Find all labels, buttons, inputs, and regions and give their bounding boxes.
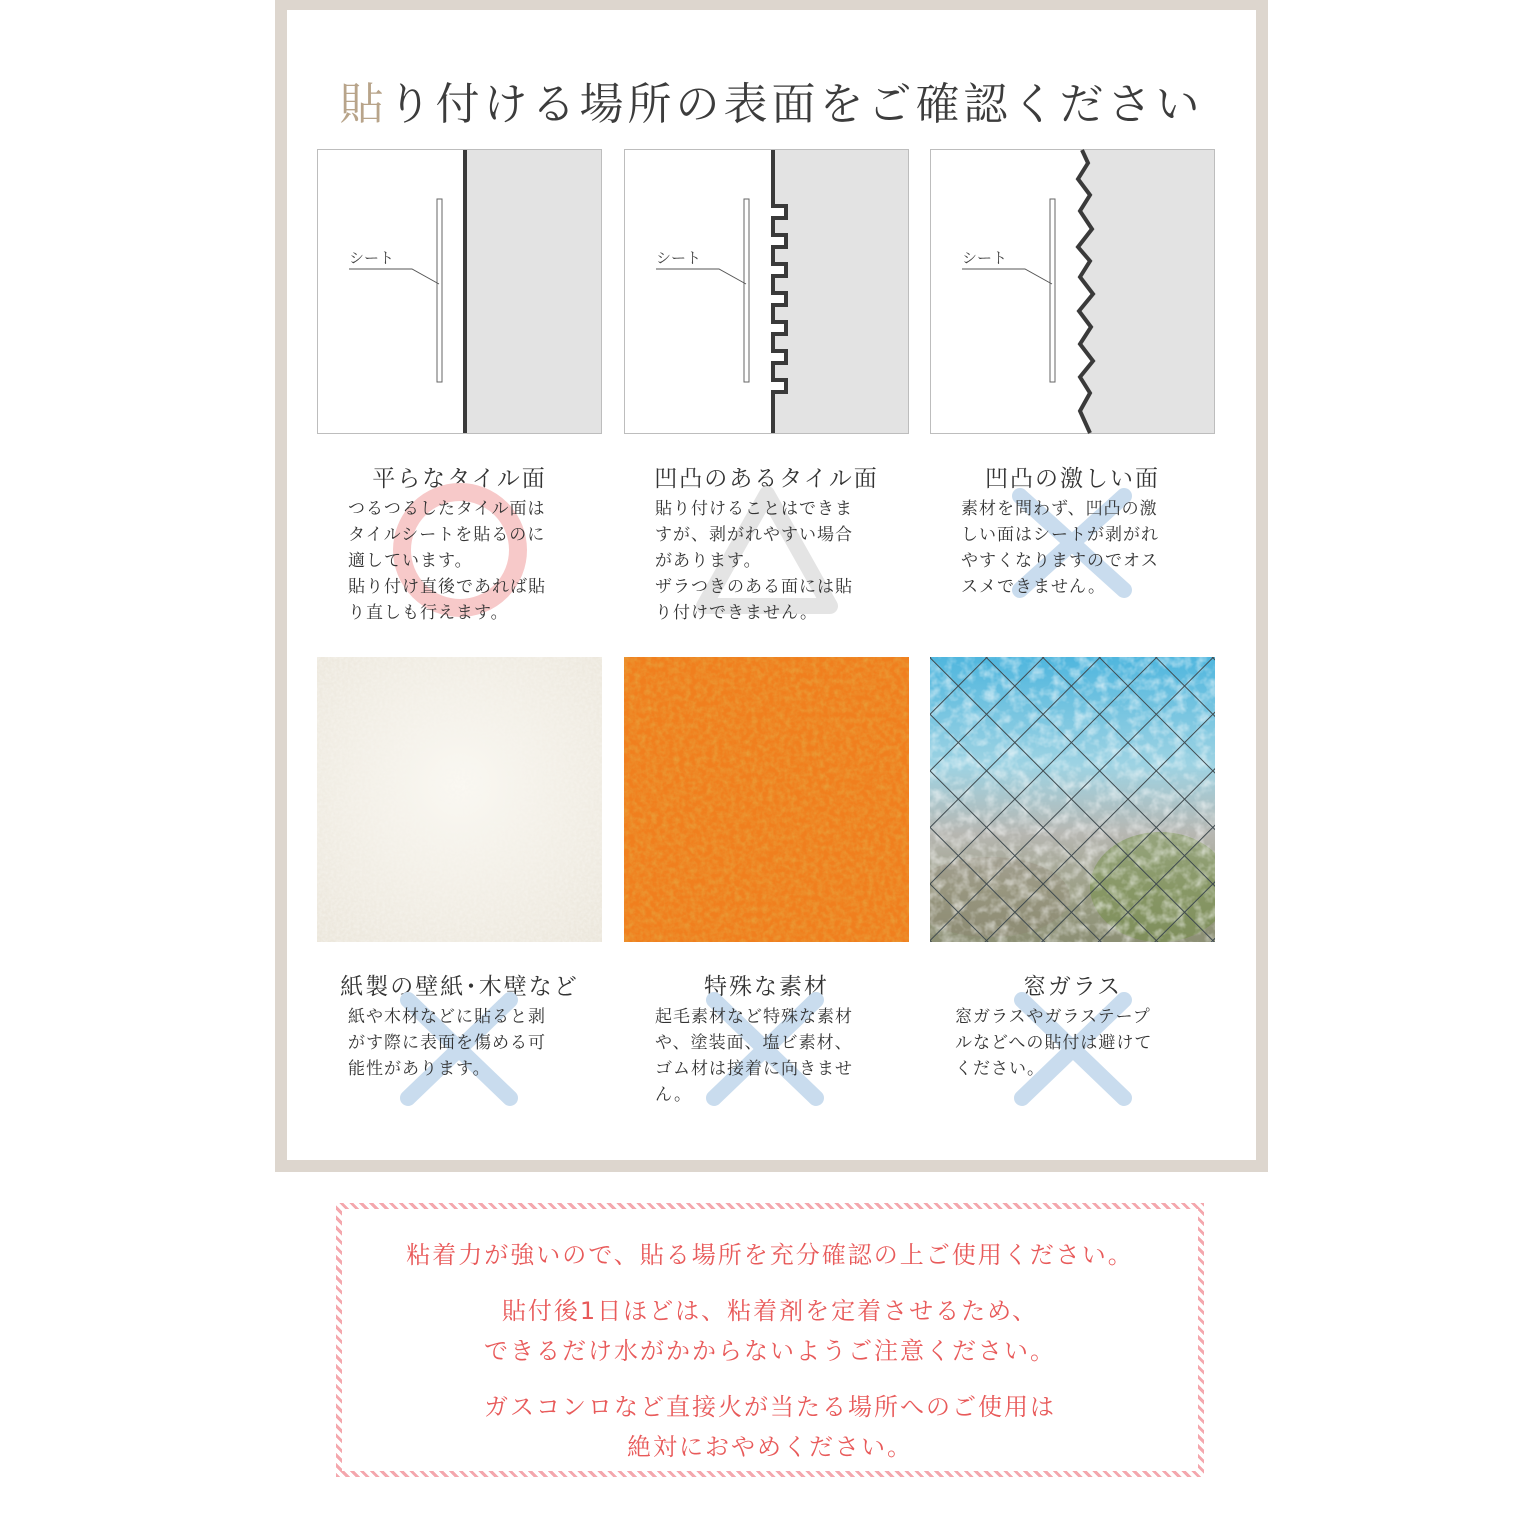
caption-flat-tile: 平らなタイル面 bbox=[372, 466, 547, 492]
desc-rough-surface: 素材を問わず、凹凸の激 しい面はシートが剥がれ やすくなりますのでオス スメできません。 bbox=[961, 499, 1159, 597]
uneven-tile-diagram bbox=[624, 149, 909, 434]
caution-line-fire: ガスコンロなど直接火が当たる場所へのご使用は 絶対におやめください。 bbox=[484, 1393, 1056, 1461]
title-accent: 貼 bbox=[339, 79, 388, 130]
window-glass-photo bbox=[930, 657, 1215, 942]
sheet-label: シート bbox=[962, 249, 1008, 267]
caution-notice bbox=[336, 1203, 1204, 1477]
desc-paper-wallpaper: 紙や木材などに貼ると剥 がす際に表面を傷める可 能性があります。 bbox=[348, 1007, 546, 1079]
sheet-label: シート bbox=[349, 249, 395, 267]
caption-uneven-tile: 凹凸のあるタイル面 bbox=[654, 466, 879, 492]
desc-flat-tile: つるつるしたタイル面は タイルシートを貼るのに 適しています。 貼り付け直後であれば貼 り直しも行えます。 bbox=[348, 499, 546, 623]
caution-notice-body bbox=[342, 1209, 1198, 1471]
caption-window-glass: 窓ガラス bbox=[1022, 974, 1123, 1000]
title-text: り付ける場所の表面をご確認ください bbox=[387, 79, 1204, 130]
carpet-material-photo bbox=[624, 657, 909, 942]
caption-rough-surface: 凹凸の激しい面 bbox=[985, 466, 1160, 492]
desc-uneven-tile: 貼り付けることはできま すが、剥がれやすい場合 があります。 ザラつきのある面には貼 り付けできません。 bbox=[655, 499, 853, 623]
caution-line-water: 貼付後1日ほどは、粘着剤を定着させるため、 できるだけ水がかからないようご注意ください。 bbox=[484, 1297, 1056, 1365]
caution-line-adhesion: 粘着力が強いので、貼る場所を充分確認の上ご使用ください。 bbox=[406, 1241, 1134, 1269]
page-title bbox=[287, 68, 1256, 132]
caption-special-material: 特殊な素材 bbox=[704, 974, 829, 1000]
caption-paper-wallpaper: 紙製の壁紙･木壁など bbox=[340, 974, 579, 1000]
sheet-label: シート bbox=[656, 249, 702, 267]
desc-special-material: 起毛素材など特殊な素材 や、塗装面、塩ビ素材、 ゴム材は接着に向きませ ん。 bbox=[655, 1007, 853, 1105]
desc-window-glass: 窓ガラスやガラステープ ルなどへの貼付は避けて ください。 bbox=[955, 1007, 1153, 1079]
paper-wallpaper-photo bbox=[317, 657, 602, 942]
flat-tile-diagram bbox=[317, 149, 602, 434]
rough-surface-diagram bbox=[930, 149, 1215, 434]
